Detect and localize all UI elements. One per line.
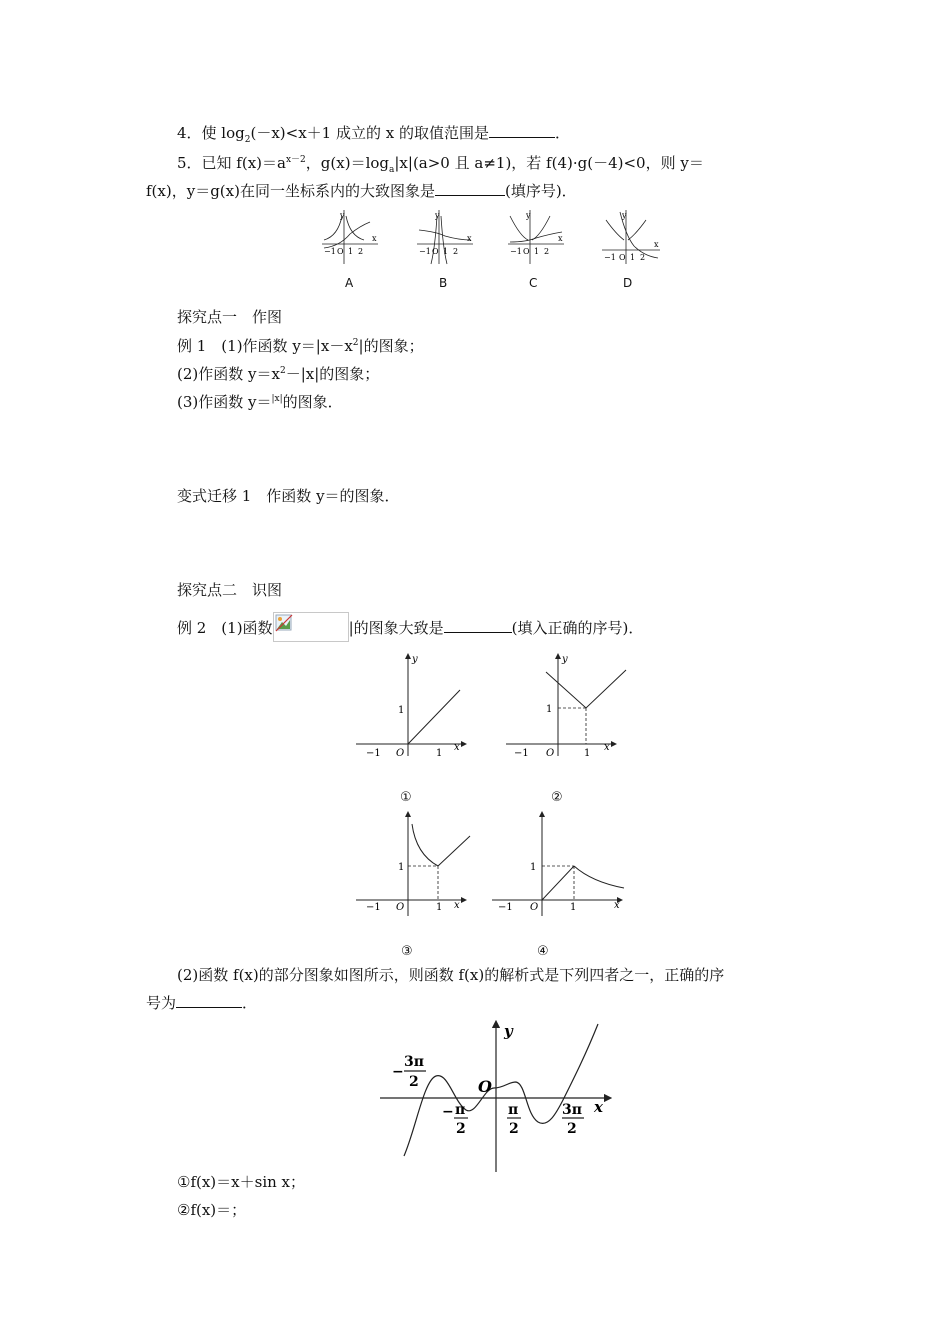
q5-part1: 5．已知 f(x)＝a	[177, 154, 286, 172]
graph-3-caption: ③	[401, 944, 413, 959]
g3-1x: 1	[436, 902, 443, 913]
trig-x-label: x	[594, 1098, 603, 1116]
example-1-line2	[177, 364, 379, 384]
question-5-line1	[177, 153, 704, 173]
graph-4-caption: ④	[537, 944, 549, 959]
option-a-label: A	[345, 276, 354, 290]
pi-num: π	[508, 1102, 519, 1118]
g1-1y: 1	[398, 705, 405, 716]
q5a-1-label: 1	[348, 247, 354, 256]
pi-den: 2	[509, 1121, 519, 1137]
q5b-m1-label: −1	[419, 247, 431, 256]
q5d-x-label: x	[654, 240, 659, 249]
q5-log-sub: a	[389, 165, 395, 175]
ex1-l3a: (3)作函数 y＝	[177, 393, 272, 411]
q4-log-base: 2	[244, 135, 251, 145]
g3-x: x	[454, 900, 460, 911]
q5a-x-label: x	[372, 234, 377, 243]
graph-3	[352, 810, 472, 920]
trig-y-label: y	[504, 1022, 513, 1040]
neg-3pi-den: 2	[409, 1074, 419, 1090]
broken-image-icon	[273, 612, 349, 642]
q5-answer-blank[interactable]	[435, 181, 505, 196]
ex1-l2a: (2)作函数 y＝x	[177, 365, 280, 383]
example-2b-line2	[146, 993, 257, 1013]
option-2: ②f(x)＝；	[177, 1201, 247, 1219]
q5c-m1-label: −1	[510, 247, 522, 256]
q5c-y-label: y	[526, 211, 531, 220]
option-b-label: B	[439, 276, 448, 290]
g3-1y: 1	[398, 862, 405, 873]
q5-part2: ，g(x)＝log	[305, 154, 389, 172]
graph-1-caption: ①	[400, 790, 412, 805]
g2-o: O	[546, 748, 555, 759]
g4-x: x	[614, 900, 620, 911]
neg-pi-sign: −	[442, 1104, 454, 1120]
q4-end: ．	[554, 124, 570, 142]
ex1-l1-sup: 2	[352, 338, 359, 348]
ex2b-l2: 号为	[146, 994, 177, 1012]
q5b-2-label: 2	[453, 247, 459, 256]
g4-o: O	[530, 902, 539, 913]
trig-o-label: O	[478, 1077, 492, 1096]
g1-m1: −1	[366, 748, 381, 759]
question-4	[177, 123, 570, 143]
option-c-label: C	[529, 276, 538, 290]
q4-body: (－x)<x＋1 成立的 x 的取值范围是	[250, 124, 489, 142]
neg-pi-den: 2	[456, 1121, 466, 1137]
graph-2-caption: ②	[551, 790, 563, 805]
q5a-o-label: O	[337, 247, 344, 256]
q4-prefix: 4．使 log	[177, 124, 245, 142]
ex1-l2b: －|x|的图象；	[285, 365, 380, 383]
q5-graph-b	[415, 206, 475, 266]
q5a-2-label: 2	[358, 247, 364, 256]
q5-exponent: x－2	[285, 155, 306, 165]
g3-m1: −1	[366, 902, 381, 913]
example-1-line1	[177, 336, 424, 356]
g3-o: O	[396, 902, 405, 913]
q5-graph-c	[506, 206, 566, 266]
option-d-label: D	[623, 276, 633, 290]
trig-graph	[376, 1018, 620, 1174]
q5d-1-label: 1	[630, 253, 636, 262]
q5-line2b: (填序号)．	[504, 182, 577, 200]
g1-o: O	[396, 748, 405, 759]
ex2-l1c: (填入正确的序号)．	[511, 619, 644, 637]
pos-3pi-num: 3π	[562, 1102, 582, 1118]
section-2-title: 探究点二 识图	[177, 581, 283, 599]
q5a-m1-label: −1	[324, 247, 336, 256]
g1-y: y	[412, 654, 418, 665]
neg-3pi-num: 3π	[404, 1054, 424, 1070]
q5c-2-label: 2	[544, 247, 550, 256]
q5b-o-label: O	[432, 247, 439, 256]
ex2b-l2end: ．	[242, 994, 258, 1012]
g1-x: x	[454, 742, 460, 753]
q5d-y-label: y	[622, 211, 627, 220]
example-2b-line1: (2)函数 f(x)的部分图象如图所示，则函数 f(x)的解析式是下列四者之一，正确的序	[177, 966, 725, 984]
g4-m1: −1	[498, 902, 513, 913]
g4-1y: 1	[530, 862, 537, 873]
q5-line2a: f(x)，y＝g(x)在同一坐标系内的大致图象是	[146, 182, 435, 200]
g2-1x: 1	[584, 748, 591, 759]
q5b-1-label: 1	[443, 247, 449, 256]
g4-1x: 1	[570, 902, 577, 913]
ex2-l1b: |的图象大致是	[348, 619, 444, 637]
section-1-title: 探究点一 作图	[177, 308, 283, 326]
question-5-line2	[146, 181, 577, 201]
q5d-o-label: O	[619, 253, 626, 262]
q5a-y-label: y	[340, 211, 345, 220]
ex2-answer-blank[interactable]	[444, 618, 512, 633]
variant-1: 变式迁移 1 作函数 y＝的图象．	[177, 487, 400, 505]
example-2-line1	[177, 614, 643, 644]
q5b-y-label: y	[435, 211, 440, 220]
neg-3pi-sign: −	[392, 1064, 404, 1080]
g2-y: y	[562, 654, 568, 665]
q5d-2-label: 2	[640, 253, 646, 262]
g2-1y: 1	[546, 704, 553, 715]
q5-graph-a	[320, 206, 380, 266]
q5-graph-d	[600, 206, 662, 266]
g2-x: x	[604, 742, 610, 753]
graph-1	[352, 650, 472, 760]
g2-m1: −1	[514, 748, 529, 759]
ex1-l1a: 例 1 (1)作函数 y＝|x－x	[177, 337, 353, 355]
q5c-1-label: 1	[534, 247, 540, 256]
example-1-line3	[177, 392, 343, 412]
pos-3pi-den: 2	[567, 1121, 577, 1137]
q5d-m1-label: −1	[604, 253, 616, 262]
q5-part3: |x|(a>0 且 a≠1)，若 f(4)·g(－4)<0，则 y＝	[394, 154, 704, 172]
ex1-l1b: |的图象；	[358, 337, 424, 355]
ex1-l2-sup: 2	[279, 366, 286, 376]
q5c-o-label: O	[523, 247, 530, 256]
neg-pi-num: π	[455, 1102, 466, 1118]
q5b-x-label: x	[467, 234, 472, 243]
option-1: ①f(x)＝x＋sin x；	[177, 1173, 306, 1191]
ex2b-answer-blank[interactable]	[176, 993, 242, 1008]
ex1-l3-sup: |x|	[271, 394, 283, 404]
q4-answer-blank[interactable]	[489, 123, 555, 138]
g1-1x: 1	[436, 748, 443, 759]
graph-4	[488, 810, 628, 920]
ex2-l1a: 例 2 (1)函数	[177, 619, 273, 637]
graph-2	[502, 650, 632, 760]
ex1-l3b: 的图象．	[282, 393, 343, 411]
q5c-x-label: x	[558, 234, 563, 243]
